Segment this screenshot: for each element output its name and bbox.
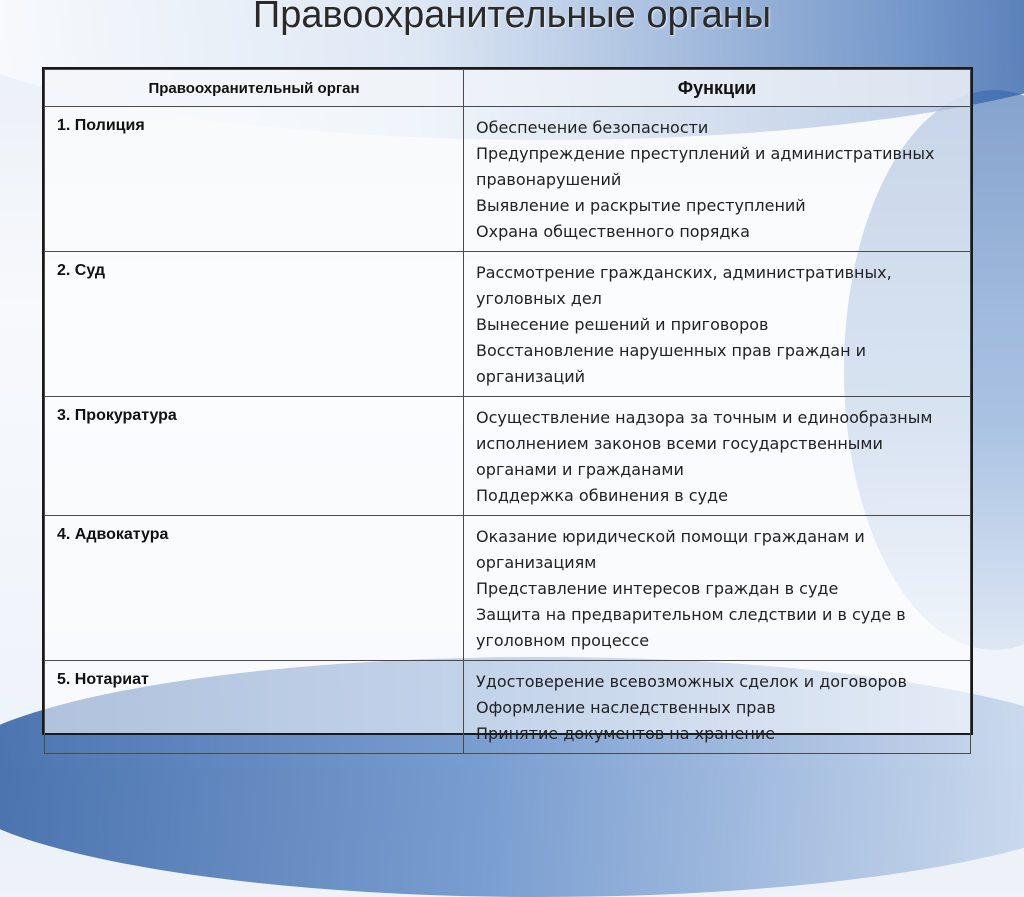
law-enforcement-table [42,67,973,743]
organ-name: 2. Суд [45,252,464,397]
table [44,69,971,754]
function-item: Рассмотрение гражданских, административных, уголовных дел [476,263,892,308]
function-item: Выявление и раскрытие преступлений [476,196,806,215]
function-item: Осуществление надзора за точным и единообразным исполнением законов всеми государственными органами и гражданами [476,408,933,479]
header-organ: Правоохранительный орган [45,70,464,107]
functions-cell [464,107,971,252]
table-row [45,397,971,516]
function-item: Охрана общественного порядка [476,222,750,241]
function-item: Вынесение решений и приговоров [476,315,769,334]
table-row [45,516,971,661]
organ-name: 1. Полиция [45,107,464,252]
functions-cell [464,252,971,397]
function-item: Восстановление нарушенных прав граждан и организаций [476,341,867,386]
functions-cell [464,516,971,661]
table-row [45,107,971,252]
function-item: Предупреждение преступлений и административных правонарушений [476,144,935,189]
organ-name: 3. Прокуратура [45,397,464,516]
organ-name: 4. Адвокатура [45,516,464,661]
functions-cell [464,661,971,754]
function-item: Поддержка обвинения в суде [476,486,728,505]
table-row [45,661,971,754]
page-title: Правоохранительные органы [252,0,772,36]
table-row [45,252,971,397]
function-item: Обеспечение безопасности [476,118,709,137]
function-item: Оформление наследственных прав [476,698,776,717]
function-item: Представление интересов граждан в суде [476,579,839,598]
organ-name: 5. Нотариат [45,661,464,754]
header-functions: Функции [464,70,971,107]
function-item: Принятие документов на хранение [476,724,776,743]
function-item: Удостоверение всевозможных сделок и договоров [476,672,907,691]
functions-cell [464,397,971,516]
table-header-row [45,70,971,107]
function-item: Защита на предварительном следствии и в суде в уголовном процессе [476,605,906,650]
function-item: Оказание юридической помощи гражданам и организациям [476,527,865,572]
